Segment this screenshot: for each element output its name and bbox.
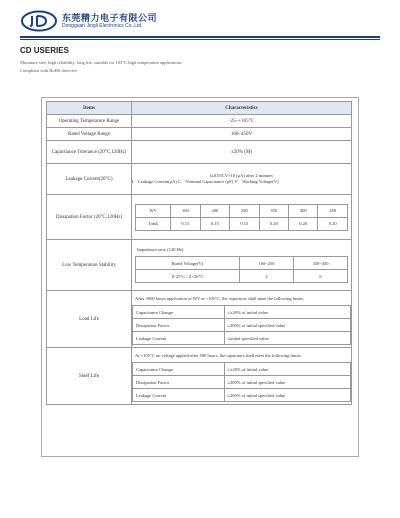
limit-value: ≤±20% of initial value xyxy=(224,363,350,376)
table-row-low-temp xyxy=(47,240,352,291)
table-row xyxy=(47,128,352,141)
limit-label: Leakage Current xyxy=(133,389,225,402)
feature-line: Compliant with RoHS directive xyxy=(20,68,78,73)
table-header xyxy=(47,102,352,115)
tan-cell: 0.20 xyxy=(289,217,318,230)
row-label: Dissipation Factor (20°C,120Hz) xyxy=(47,195,132,240)
header-items: Items xyxy=(47,102,132,115)
table-row-shelf-life xyxy=(47,348,352,405)
tan-cell: 0.20 xyxy=(259,217,288,230)
limit-value: ≤200% of initial specified value xyxy=(224,389,350,402)
limit-label: Dissipation Factor xyxy=(133,376,225,389)
load-life-note: After 3000 hours application of WV at +105°C, the capacitors shall meet the following limits. xyxy=(135,295,305,301)
wv-cell: 450 xyxy=(318,204,348,217)
header xyxy=(20,10,380,34)
row-value: ±20% (M) xyxy=(132,141,352,164)
table-row xyxy=(47,115,352,128)
wv-label: WV xyxy=(136,204,171,217)
low-temp-title: Impedance ratio (120 Hz) xyxy=(137,246,184,252)
row-label: Low Temperature Stability xyxy=(47,240,132,291)
low-temp-subtable xyxy=(135,256,348,283)
tan-label: TanΔ xyxy=(136,217,171,230)
tan-cell: 0.15 xyxy=(171,217,200,230)
wv-cell: 350 xyxy=(259,204,288,217)
row-label: Leakage Current(20°C) xyxy=(47,164,132,195)
shelf-life-subtable xyxy=(132,362,351,402)
row-label: Load Life xyxy=(47,291,132,348)
limit-value: ≤±20% of initial value xyxy=(224,306,350,319)
header-characteristics: Characteristics xyxy=(132,102,352,115)
row-label: Capacitance Tolerance (20°C,120Hz) xyxy=(47,141,132,164)
table-row-dissipation xyxy=(47,195,352,240)
header-divider-thin xyxy=(20,39,380,40)
low-temp-row-label: Z-25°C / Z+20°C xyxy=(136,270,240,283)
table-row xyxy=(47,141,352,164)
wv-cell: 160 xyxy=(171,204,200,217)
low-temp-col-head: Rated Voltage(V) xyxy=(136,257,240,270)
limit-value: ≤initial specified value xyxy=(224,332,350,345)
wv-cell: 400 xyxy=(289,204,318,217)
wv-cell: 200 xyxy=(200,204,229,217)
limit-label: Dissipation Factor xyxy=(133,319,225,332)
row-label: Rated Voltage Range xyxy=(47,128,132,141)
wv-cell: 250 xyxy=(230,204,259,217)
limit-value: ≤200% of initial specified value xyxy=(224,319,350,332)
feature-line: Miniature size, high reliability, long life, suitable for 105°C high temperature applications xyxy=(20,60,182,65)
low-temp-val: 6 xyxy=(294,270,348,283)
limit-label: Leakage Current xyxy=(133,332,225,345)
load-life-subtable xyxy=(132,305,351,345)
leakage-legend: I：Leakage Current(μA) C：Nominal Capacitance (μF) V：Working Voltage(V) xyxy=(132,179,279,184)
tan-cell: 0.15 xyxy=(200,217,229,230)
row-label: Operating Temperature Range xyxy=(47,115,132,128)
series-title: CD USERIES xyxy=(20,46,69,55)
leakage-formula: I≤0.03CV+10 (μA) after 2 minutes xyxy=(209,172,274,178)
limit-label: Capacitance Change xyxy=(133,363,225,376)
low-temp-col: 160~250 xyxy=(240,257,294,270)
row-value: -25~+105°C xyxy=(132,115,352,128)
tan-cell: 0.20 xyxy=(318,217,348,230)
spec-table xyxy=(46,101,352,405)
dissipation-subtable xyxy=(135,204,348,231)
low-temp-col: 350~450 xyxy=(294,257,348,270)
limit-value: ≤200% of initial specified value xyxy=(224,376,350,389)
header-divider xyxy=(20,36,380,38)
company-logo xyxy=(20,10,58,32)
shelf-life-note: At +105°C no voltage applied after 500 hours, the capacitors shall meet the following limits. xyxy=(135,352,302,358)
company-name-en: Dongguan Jingli Electronics Co.,Ltd. xyxy=(62,23,143,29)
limit-label: Capacitance Change xyxy=(133,306,225,319)
row-label: Shelf Life xyxy=(47,348,132,405)
table-row-leakage xyxy=(47,164,352,195)
company-name-cn: 东莞精力电子有限公司 xyxy=(62,13,158,23)
table-row-load-life xyxy=(47,291,352,348)
row-value: 160~450V xyxy=(132,128,352,141)
tan-cell: 0.15 xyxy=(230,217,259,230)
low-temp-val: 4 xyxy=(240,270,294,283)
